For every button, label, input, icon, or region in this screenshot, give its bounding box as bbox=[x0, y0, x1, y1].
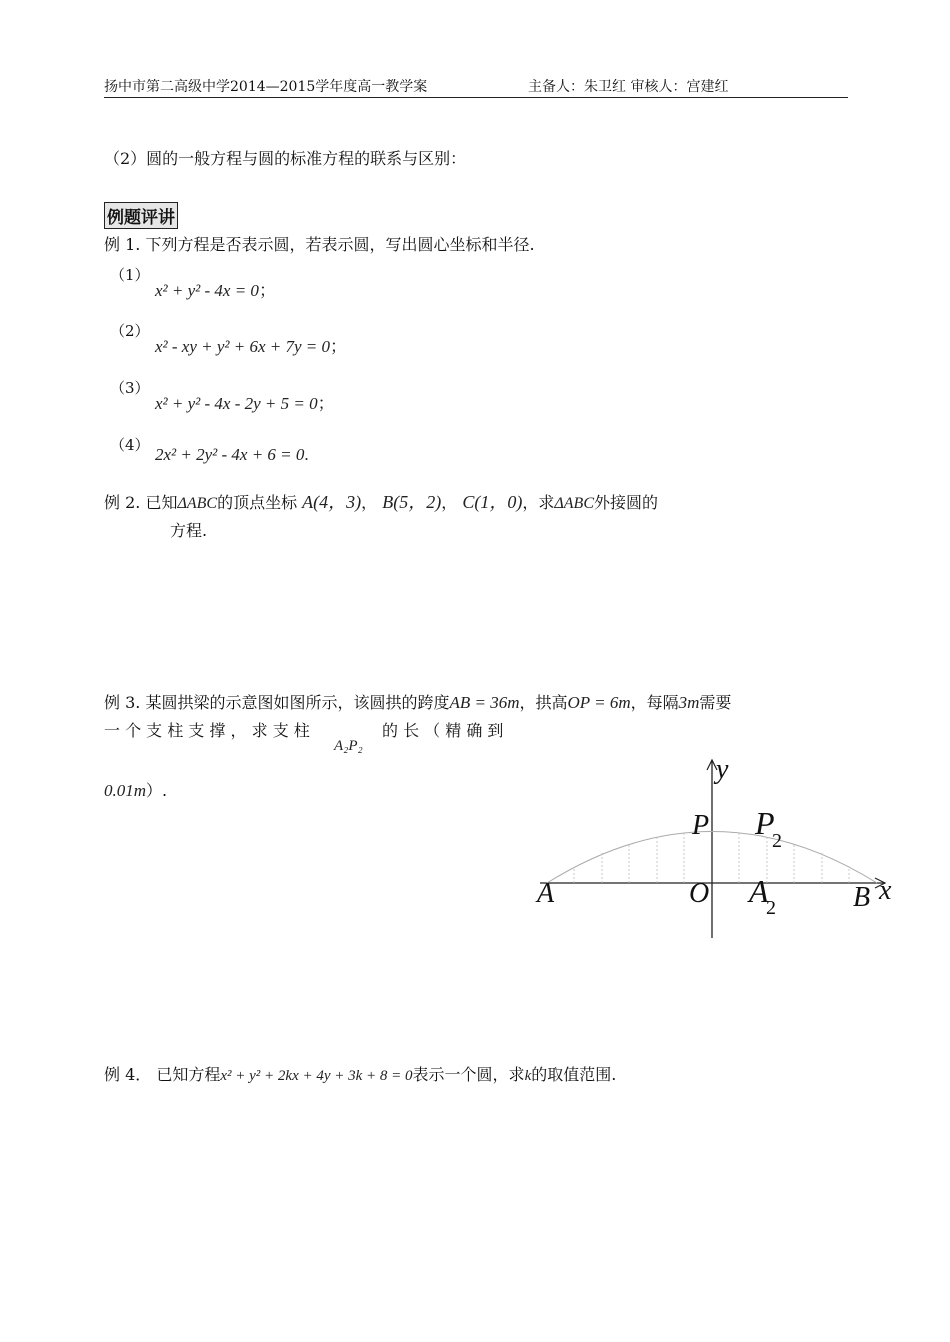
label-B: B bbox=[853, 882, 871, 913]
label-P: P bbox=[692, 810, 710, 841]
y-axis-label: y bbox=[716, 754, 729, 785]
ex1-item2-equation: x² - xy + y² + 6x + 7y = 0； bbox=[155, 337, 348, 356]
examples-heading: 例题评讲 bbox=[104, 202, 178, 229]
ex1-item3-equation: x² + y² - 4x - 2y + 5 = 0； bbox=[155, 394, 335, 413]
ex3-pillar-label: A₂P₂ bbox=[334, 738, 363, 754]
ex2-line1: 例 2. 已知ΔABC的顶点坐标 A(4，3)， B(5，2)， C(1，0)，求ΔABC外接圆的 bbox=[104, 492, 658, 512]
ex1-item3-num: （3） bbox=[110, 379, 150, 397]
ex3-line2a: 一 个 支 柱 支 撑 ， 求 支 柱 bbox=[104, 721, 310, 740]
ex1-item1-num: （1） bbox=[110, 266, 150, 284]
x-axis-label: x bbox=[879, 875, 892, 906]
arch-diagram bbox=[535, 752, 905, 947]
ex3-line2b: 的 长 （ 精 确 到 bbox=[382, 721, 504, 740]
header-left: 扬中市第二高级中学2014—2015学年度高一教学案 bbox=[104, 79, 428, 95]
ex3-line3: 0.01m）. bbox=[104, 781, 168, 800]
label-O: O bbox=[689, 878, 710, 909]
ex2-line2: 方程. bbox=[170, 521, 208, 540]
label-A2: A bbox=[749, 873, 769, 909]
ex1-item2-num: （2） bbox=[110, 322, 150, 340]
ex4-line: 例 4． 已知方程x² + y² + 2kx + 4y + 3k + 8 = 0表示一个圆，求k的取值范围. bbox=[104, 1065, 617, 1084]
ex1-stem: 例 1. 下列方程是否表示圆，若表示圆，写出圆心坐标和半径. bbox=[104, 235, 535, 254]
ex3-line1: 例 3. 某圆拱梁的示意图如图所示，该圆拱的跨度AB = 36m，拱高OP = 6m，每隔3m需要 bbox=[104, 693, 732, 712]
label-P2-sub: 2 bbox=[772, 830, 782, 852]
section-2-text: （2）圆的一般方程与圆的标准方程的联系与区别： bbox=[104, 149, 467, 168]
ex1-item4-num: （4） bbox=[110, 436, 150, 454]
label-A2-sub: 2 bbox=[766, 897, 776, 919]
header-rule bbox=[104, 97, 848, 98]
label-A: A bbox=[537, 878, 555, 909]
ex1-item1-equation: x² + y² - 4x = 0； bbox=[155, 281, 276, 300]
header-right: 主备人：朱卫红 审核人：宫建红 bbox=[528, 79, 729, 95]
ex1-item4-equation: 2x² + 2y² - 4x + 6 = 0. bbox=[155, 445, 309, 464]
label-P2: P bbox=[755, 805, 775, 841]
